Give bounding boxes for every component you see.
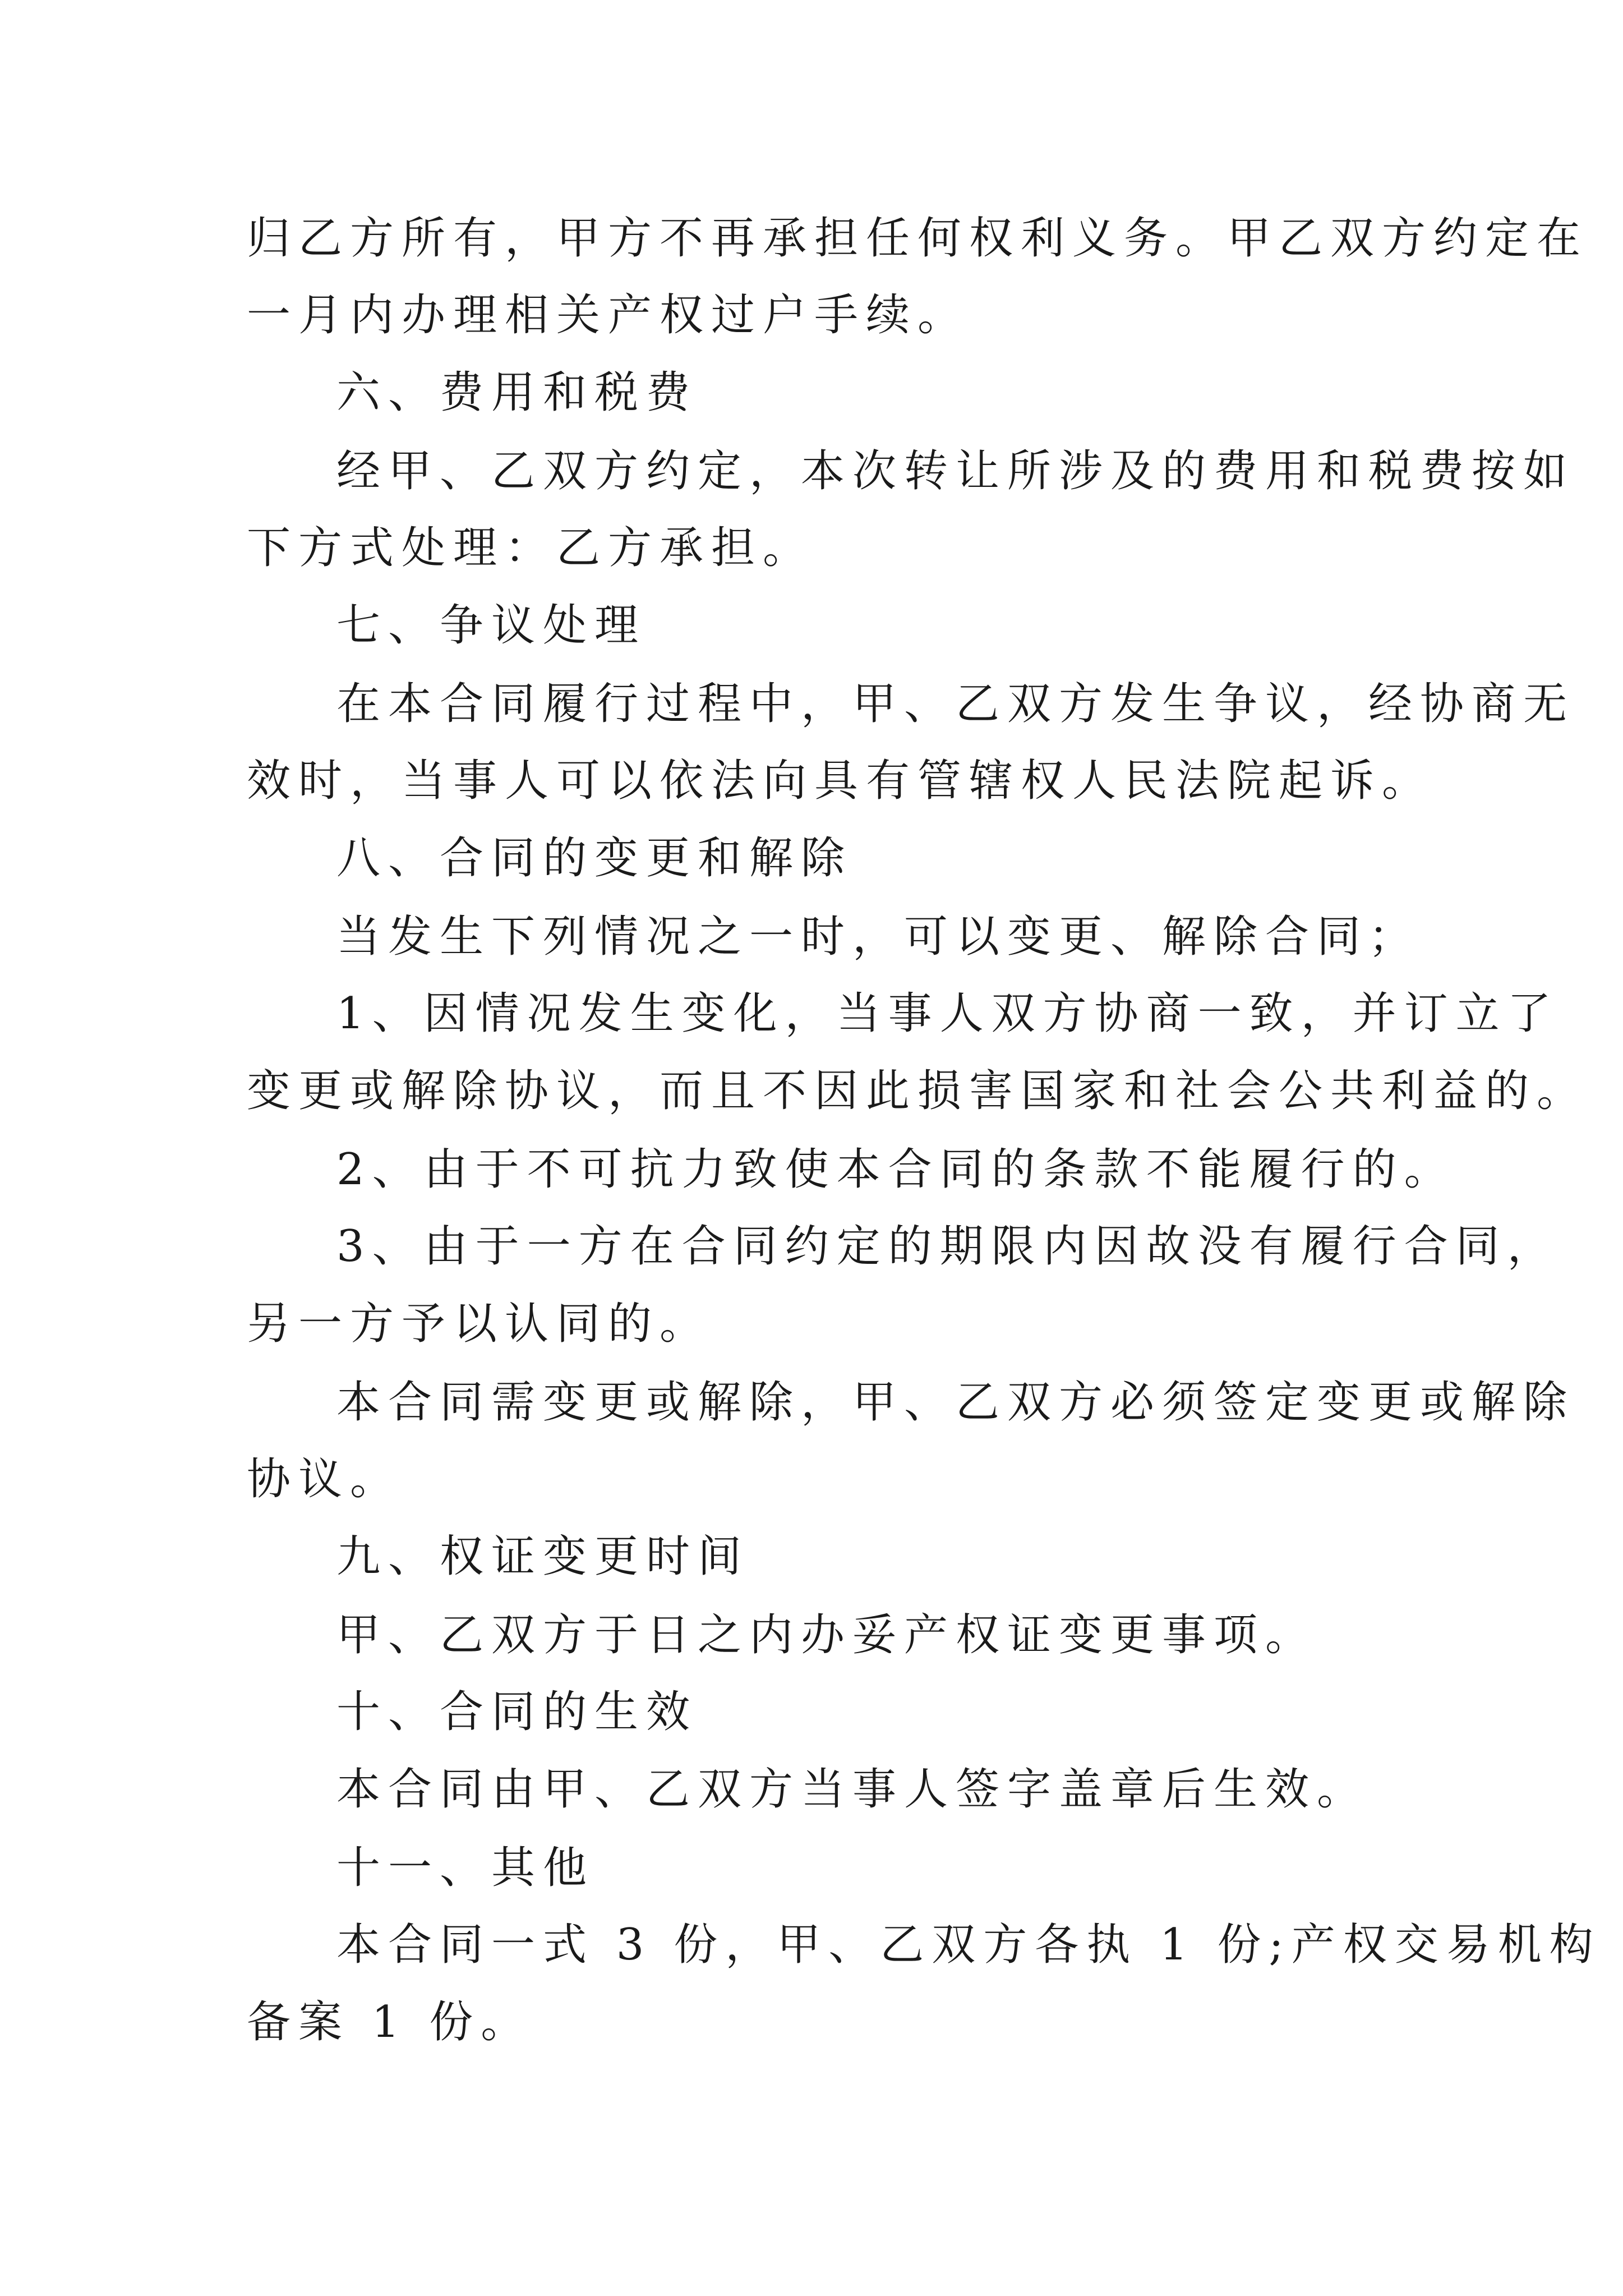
text-line: 一月内办理相关产权过户手续。 [247,290,970,341]
section-heading-dispute: 七、争议处理 [336,600,647,651]
text-line: 下方式处理：乙方承担。 [247,523,815,573]
text-line: 协议。 [247,1454,402,1504]
text-line: 本合同需变更或解除，甲、乙双方必须签定变更或解除 [336,1377,1575,1428]
list-item-3: 3、由于一方在合同约定的期限内因故没有履行合同， [336,1221,1559,1272]
text-line: 归乙方所有，甲方不再承担任何权利义务。甲乙双方约定在 [247,213,1589,264]
section-heading-certificate: 九、权证变更时间 [336,1531,750,1582]
text-line: 效时，当事人可以依法向具有管辖权人民法院起诉。 [247,756,1434,806]
text-line: 本合同由甲、乙双方当事人签字盖章后生效。 [336,1764,1369,1815]
list-item-2: 2、由于不可抗力致使本合同的条款不能履行的。 [336,1144,1456,1195]
section-heading-fees: 六、费用和税费 [336,367,698,418]
section-heading-effect: 十、合同的生效 [336,1687,698,1737]
text-line: 当发生下列情况之一时，可以变更、解除合同； [336,912,1421,962]
section-heading-amendment: 八、合同的变更和解除 [336,833,853,884]
text-line: 备案 1 份。 [247,1997,533,2047]
text-line: 在本合同履行过程中，甲、乙双方发生争议，经协商无 [336,679,1575,729]
text-line: 另一方予以认同的。 [247,1299,712,1349]
list-item-1: 1、因情况发生变化，当事人双方协商一致，并订立了 [336,988,1559,1039]
text-line: 变更或解除协议，而且不因此损害国家和社会公共利益的。 [247,1066,1589,1116]
text-line: 甲、乙双方于日之内办妥产权证变更事项。 [336,1610,1317,1660]
text-line: 本合同一式 3 份，甲、乙双方各执 1 份;产权交易机构 [336,1920,1601,1970]
text-line: 经甲、乙双方约定，本次转让所涉及的费用和税费按如 [336,446,1575,496]
section-heading-other: 十一、其他 [336,1843,595,1893]
